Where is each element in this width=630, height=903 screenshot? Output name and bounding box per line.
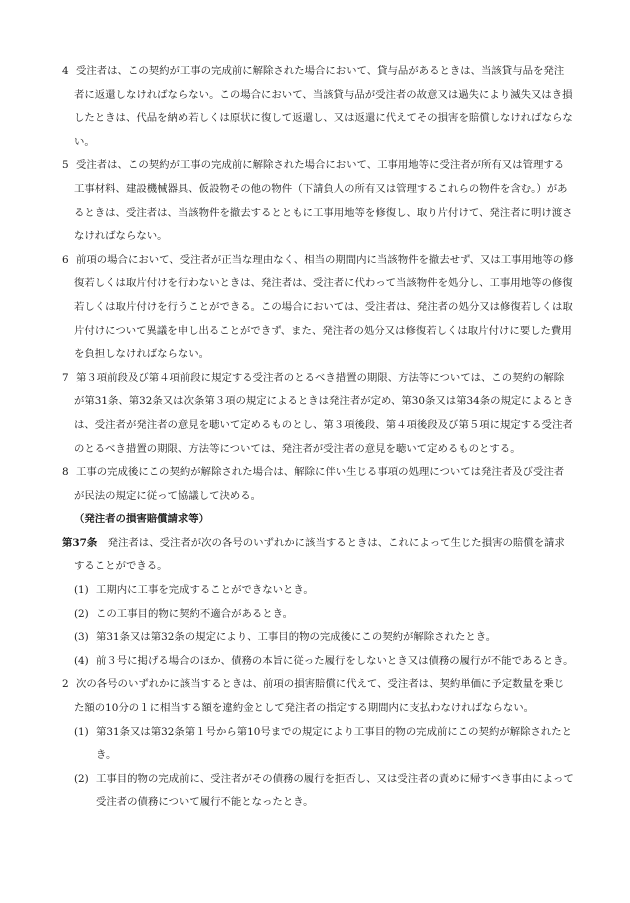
paragraph-number: 6 (62, 253, 69, 266)
paragraph-8 (62, 461, 574, 508)
item-number: (1) (74, 725, 89, 738)
paragraph-text: 前項の場合において、受注者が正当な理由なく、相当の期間内に当該物件を撤去せず、又は工事用地等の修復若しくは取片付けを行わないときは、発注者は、受注者に代わって当該物件を処分し、工事用地等の修復若しくは取片付けを行うことができる。この場合においては、受注者は、発注者の処分又は修復若しくは取片付けについて異議を申し出ることができず、また、発注者の処分又は修復若しくは取片付けに要した費用を負担しなければならない。 (74, 253, 574, 361)
paragraph-text: 受注者は、この契約が工事の完成前に解除された場合において、工事用地等に受注者が所有又は管理する工事材料、建設機械器具、仮設物その他の物件（下請負人の所有又は管理するこれらの物件を含む。）があるときは、受注者は、当該物件を撤去するとともに工事用地等を修復し、取り片付けて、発注者に明け渡さなければならない。 (74, 159, 573, 243)
article-text: 発注者は、受注者が次の各号のいずれかに該当するときは、これによって生じた損害の賠償を請求することができる。 (74, 536, 565, 573)
article-37 (62, 532, 574, 579)
article-number: 第37条 (62, 536, 98, 549)
paragraph-4 (62, 60, 574, 154)
item-text: 第31条又は第32条の規定により、工事目的物の完成後にこの契約が解除されたとき。 (96, 631, 497, 644)
list-item (62, 579, 574, 603)
paragraph-6 (62, 249, 574, 367)
paragraph-text: 工事の完成後にこの契約が解除された場合は、解除に伴い生じる事項の処理については発注者及び受注者が民法の規定に従って協議して決める。 (74, 466, 565, 502)
item-text: 第31条又は第32条第１号から第10号までの規定により工事目的物の完成前にこの契約が解除されたとき。 (96, 725, 573, 762)
section-heading: （発注者の損害賠償請求等） (74, 513, 210, 526)
paragraph-text: 次の各号のいずれかに該当するときは、前項の損害賠償に代えて、受注者は、契約単価に予定数量を乗じた額の10分の１に相当する額を違約金として発注者の指定する期間内に支払わなければならない。 (74, 678, 565, 715)
paragraph-text: 第３項前段及び第４項前段に規定する受注者のとるべき措置の期限、方法等については、この契約の解除が第31条、第32条又は次条第３項の規定によるときは発注者が定め、第30条又は第34条の規定によるときは、受注者が発注者の意見を聴いて定めるものとし、第３項後段、第４項後段及び第５項に規定する受注者のとるべき措置の期限、方法等については、発注者が受注者の意見を聴いて定めるものとする。 (74, 371, 574, 455)
paragraph-number: 2 (62, 678, 69, 691)
paragraph-5 (62, 154, 574, 248)
paragraph-text: 受注者は、この契約が工事の完成前に解除された場合において、貸与品があるときは、当該貸与品を発注者に返還しなければならない。この場合において、当該貸与品が受注者の故意又は過失により滅失又はき損したときは、代品を納め若しくは原状に復して返還し、又は返還に代えてその損害を賠償しなければならない。 (74, 65, 573, 148)
item-text: 工事目的物の完成前に、受注者がその債務の履行を拒否し、又は受注者の責めに帰すべき事由によって受注者の債務について履行不能となったとき。 (96, 772, 574, 809)
list-item (62, 721, 574, 768)
list-item (62, 603, 574, 627)
item-number: (4) (74, 654, 89, 667)
item-number: (2) (74, 607, 89, 620)
item-text: 工期内に工事を完成することができないとき。 (96, 584, 314, 597)
list-item (62, 650, 574, 674)
item-text: この工事目的物に契約不適合があるとき。 (96, 607, 294, 620)
list-item (62, 626, 574, 650)
paragraph-number: 7 (62, 371, 69, 384)
document-body (62, 60, 574, 815)
item-number: (1) (74, 584, 89, 597)
paragraph-7 (62, 367, 574, 461)
paragraph-number: 5 (62, 159, 69, 172)
item-number: (3) (74, 631, 89, 644)
paragraph-2 (62, 673, 574, 720)
item-number: (2) (74, 772, 89, 785)
item-text: 前３号に掲げる場合のほか、債務の本旨に従った履行をしないとき又は債務の履行が不能であるとき。 (96, 654, 574, 667)
paragraph-number: 4 (62, 65, 69, 77)
list-item (62, 768, 574, 815)
paragraph-number: 8 (62, 466, 69, 479)
